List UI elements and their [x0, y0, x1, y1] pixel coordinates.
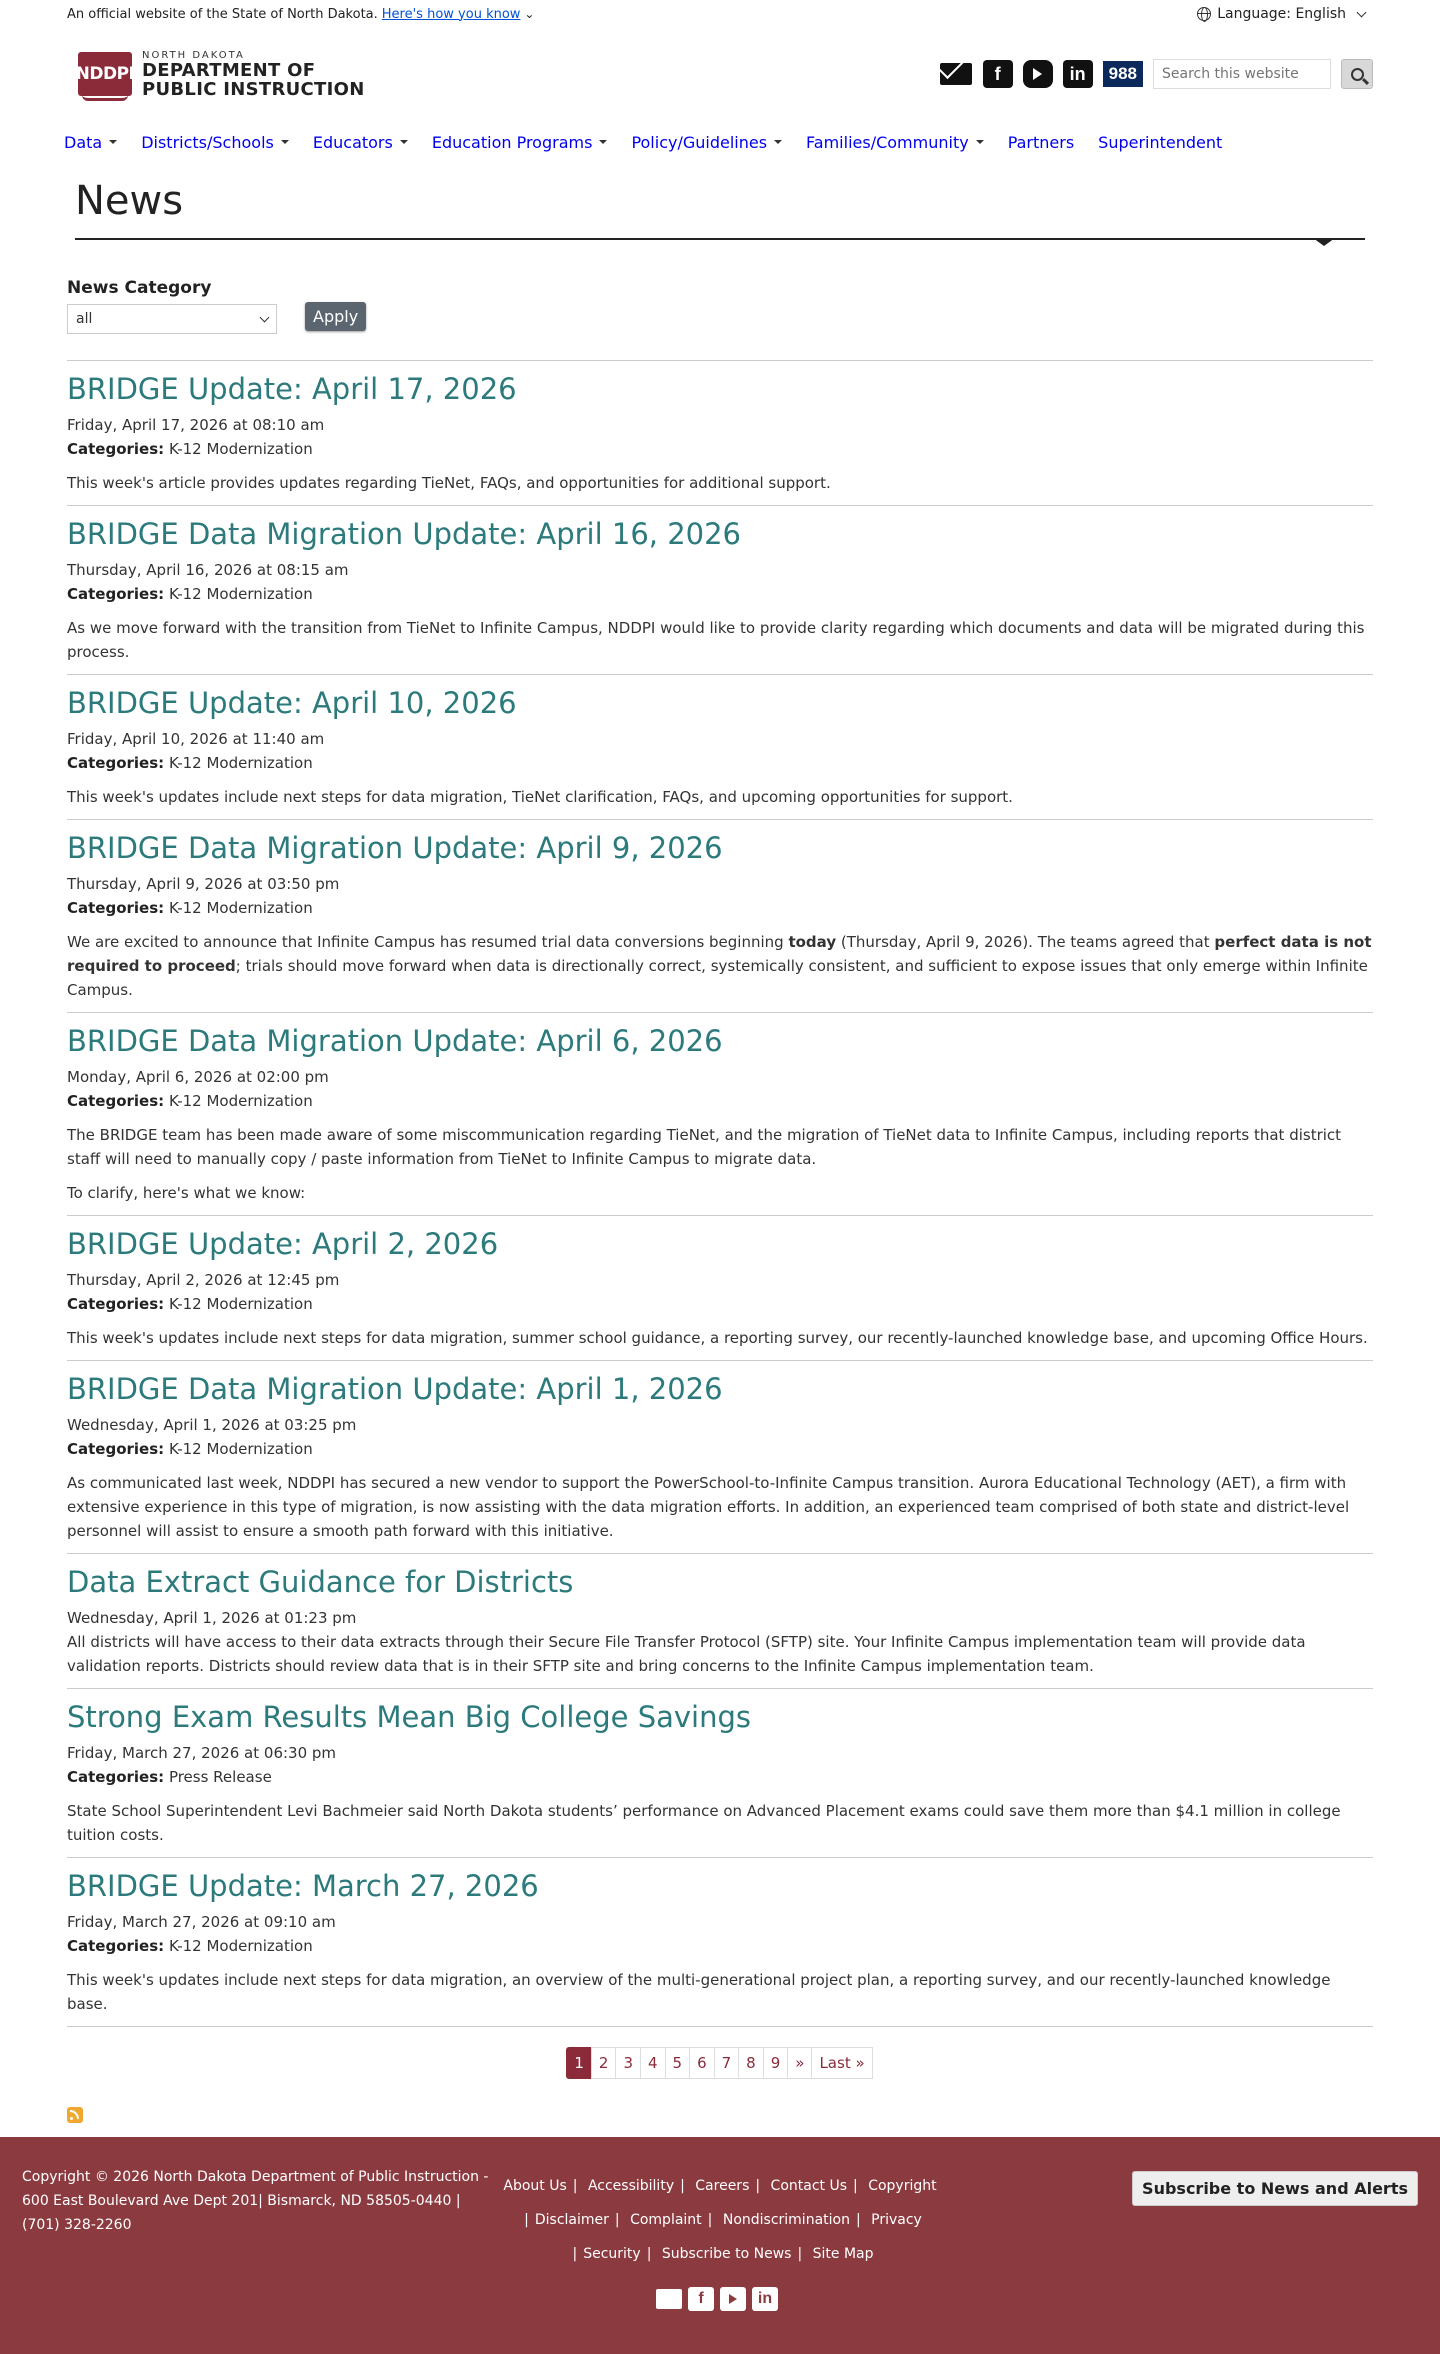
nav-item-data[interactable]	[64, 133, 117, 152]
news-title-link[interactable]: BRIDGE Data Migration Update: April 6, 2026	[67, 1024, 723, 1058]
site-footer	[0, 2137, 1440, 2354]
footer-link-contact[interactable]: Contact Us	[770, 2178, 848, 2194]
next-page-link[interactable]: »	[787, 2047, 812, 2079]
page-6-link[interactable]: 6	[689, 2047, 715, 2079]
nav-item-districts-schools[interactable]	[141, 133, 289, 152]
footer-links: About Us | Accessibility | Careers | Contact Us | Copyright | Disclaimer | Complaint | Nondiscrimination | Privacy | Security | Subscribe to News | Site Map	[503, 2178, 937, 2262]
nav-label: Partners	[1007, 132, 1075, 152]
nav-item-education-programs[interactable]	[432, 133, 608, 152]
linkedin-icon[interactable]: in	[1063, 60, 1093, 88]
news-category: K-12 Modernization	[168, 1092, 313, 1110]
header-utilities	[939, 59, 1373, 89]
news-date: Wednesday, April 1, 2026 at 03:25 pm	[67, 1416, 357, 1434]
categories-label: Categories:	[67, 1440, 165, 1458]
news-category-select[interactable]	[67, 304, 277, 334]
news-item	[67, 1858, 1373, 2027]
news-categories	[67, 1765, 1373, 1789]
selected-category: all	[76, 311, 93, 327]
logo-line2: PUBLIC INSTRUCTION	[142, 78, 365, 100]
news-summary: This week's article provides updates regarding TieNet, FAQs, and opportunities for additional support.	[67, 474, 831, 492]
news-summary: State School Superintendent Levi Bachmeier said North Dakota students’ performance on Advanced Placement exams could save them more than $4.1 million in college tuition costs.	[67, 1802, 1341, 1844]
news-date: Monday, April 6, 2026 at 02:00 pm	[67, 1068, 329, 1086]
official-banner	[0, 0, 1440, 28]
logo-line1: DEPARTMENT OF	[142, 59, 316, 81]
news-categories	[67, 896, 1373, 920]
caret-down-icon	[976, 140, 984, 144]
caret-down-icon	[400, 140, 408, 144]
categories-label: Categories:	[67, 585, 165, 603]
page-title-area	[0, 178, 1440, 240]
news-list	[67, 360, 1373, 2027]
news-title-link[interactable]: BRIDGE Update: April 17, 2026	[67, 372, 517, 406]
news-item	[67, 1013, 1373, 1216]
facebook-icon[interactable]: f	[983, 60, 1013, 88]
news-summary: This week's updates include next steps for data migration, summer school guidance, a reporting survey, our recently-launched knowledge base, and upcoming Office Hours.	[67, 1329, 1368, 1347]
chevron-down-icon[interactable]: ⌄	[524, 7, 535, 21]
nav-label: Education Programs	[431, 132, 593, 152]
news-summary-extra: To clarify, here's what we know:	[67, 1184, 306, 1202]
news-item	[67, 675, 1373, 820]
news-item	[67, 1216, 1373, 1361]
categories-label: Categories:	[67, 440, 165, 458]
news-title-link[interactable]: BRIDGE Update: April 2, 2026	[67, 1227, 499, 1261]
news-category: K-12 Modernization	[168, 440, 313, 458]
nav-label: Policy/Guidelines	[631, 132, 768, 152]
footer-link-copyright[interactable]: Copyright	[868, 2178, 937, 2194]
nav-item-policy-guidelines[interactable]	[631, 133, 782, 152]
logo-text	[142, 50, 365, 99]
news-date: Friday, March 27, 2026 at 06:30 pm	[67, 1744, 337, 1762]
news-item	[67, 820, 1373, 1013]
crisis-988-badge[interactable]: 988	[1103, 61, 1143, 87]
caret-down-icon	[599, 140, 607, 144]
nav-label: Families/Community	[806, 132, 969, 152]
caret-down-icon	[109, 140, 117, 144]
news-categories	[67, 1437, 1373, 1461]
logo-state: NORTH DAKOTA	[142, 49, 245, 61]
how-you-know-link[interactable]: Here's how you know	[381, 6, 521, 22]
news-category: K-12 Modernization	[168, 754, 313, 772]
footer-link-security[interactable]: Security	[583, 2246, 641, 2262]
title-divider	[75, 238, 1365, 240]
news-date: Thursday, April 16, 2026 at 08:15 am	[67, 561, 349, 579]
footer-link-complaint[interactable]: Complaint	[630, 2212, 702, 2228]
nav-label: Superintendent	[1098, 132, 1223, 152]
pagination	[0, 2047, 1440, 2079]
youtube-icon[interactable]	[1023, 60, 1053, 88]
news-categories	[67, 582, 1373, 606]
globe-icon	[1197, 7, 1211, 21]
news-summary: The BRIDGE team has been made aware of some miscommunication regarding TieNet, and the migration of TieNet data to Infinite Campus, including reports that district staff will need to manually copy / paste information from TieNet to Infinite Campus to migrate data.	[67, 1126, 1342, 1168]
nav-label: Educators	[312, 132, 393, 152]
news-filter	[0, 240, 1440, 334]
page-7-link[interactable]: 7	[714, 2047, 740, 2079]
official-text: An official website of the State of North Dakota.	[67, 6, 378, 22]
news-categories	[67, 751, 1373, 775]
footer-link-about[interactable]: About Us	[503, 2178, 567, 2194]
facebook-icon[interactable]: f	[688, 2287, 714, 2311]
footer-social	[656, 2287, 778, 2311]
site-header	[0, 28, 1440, 120]
page-5-link[interactable]: 5	[665, 2047, 691, 2079]
email-icon[interactable]	[656, 2287, 682, 2311]
news-title-link[interactable]: Data Extract Guidance for Districts	[67, 1565, 574, 1599]
news-title-link[interactable]: BRIDGE Data Migration Update: April 1, 2026	[67, 1372, 723, 1406]
linkedin-icon[interactable]: in	[752, 2287, 778, 2311]
news-date: Friday, April 17, 2026 at 08:10 am	[67, 416, 325, 434]
news-category: K-12 Modernization	[168, 1440, 313, 1458]
news-date: Thursday, April 9, 2026 at 03:50 pm	[67, 875, 340, 893]
news-title-link[interactable]: BRIDGE Data Migration Update: April 9, 2026	[67, 831, 723, 865]
caret-down-icon	[281, 140, 289, 144]
nav-label: Districts/Schools	[141, 132, 274, 152]
news-item	[67, 1689, 1373, 1858]
news-item	[67, 506, 1373, 675]
language-label: Language: English	[1217, 6, 1346, 22]
news-title-link[interactable]: BRIDGE Data Migration Update: April 16, 2026	[67, 517, 742, 551]
nav-label: Data	[64, 132, 103, 152]
footer-link-nondiscrimination[interactable]: Nondiscrimination	[722, 2212, 850, 2228]
nav-item-families-community[interactable]	[806, 133, 984, 152]
rss-icon[interactable]	[67, 2107, 83, 2123]
news-title-link[interactable]: BRIDGE Update: April 10, 2026	[67, 686, 517, 720]
news-date: Friday, April 10, 2026 at 11:40 am	[67, 730, 325, 748]
subscribe-button[interactable]: Subscribe to News and Alerts	[1132, 2171, 1418, 2206]
categories-label: Categories:	[67, 754, 165, 772]
last-page-link[interactable]: Last »	[811, 2047, 872, 2079]
youtube-icon[interactable]	[720, 2287, 746, 2311]
categories-label: Categories:	[67, 1092, 165, 1110]
nav-item-partners[interactable]	[1008, 133, 1074, 152]
search-button[interactable]	[1341, 59, 1373, 89]
news-date: Friday, March 27, 2026 at 09:10 am	[67, 1913, 336, 1931]
page-4-link[interactable]: 4	[640, 2047, 666, 2079]
news-title-link[interactable]: BRIDGE Update: March 27, 2026	[67, 1869, 539, 1903]
news-categories	[67, 1292, 1373, 1316]
chevron-down-icon	[1357, 7, 1367, 17]
news-categories	[67, 1089, 1373, 1113]
categories-label: Categories:	[67, 1768, 165, 1786]
news-summary: This week's updates include next steps for data migration, an overview of the multi-generational project plan, a reporting survey, and our recently-launched knowledge base.	[67, 1971, 1331, 2013]
page-8-link[interactable]: 8	[738, 2047, 764, 2079]
footer-link-sitemap[interactable]: Site Map	[812, 2246, 874, 2262]
news-item	[67, 1554, 1373, 1689]
news-categories	[67, 437, 1373, 461]
email-icon[interactable]	[939, 60, 973, 88]
nav-item-educators[interactable]	[313, 133, 408, 152]
news-summary: This week's updates include next steps for data migration, TieNet clarification, FAQs, and upcoming opportunities for support.	[67, 788, 1013, 806]
news-category: K-12 Modernization	[168, 585, 313, 603]
categories-label: Categories:	[67, 1295, 165, 1313]
news-summary: As communicated last week, NDDPI has secured a new vendor to support the PowerSchool-to-Infinite Campus transition. Aurora Educational Technology (AET), a firm with extensive experience in this type of migration, is now assisting with the data migration efforts. In addition, an experienced team comprised of both state and district-level personnel will assist to ensure a smooth path forward with this initiative.	[67, 1474, 1350, 1540]
footer-link-careers[interactable]: Careers	[695, 2178, 750, 2194]
footer-link-accessibility[interactable]: Accessibility	[587, 2178, 675, 2194]
search-icon	[1351, 68, 1364, 81]
main-nav	[0, 120, 1440, 164]
chevron-down-icon	[260, 312, 270, 322]
categories-label: Categories:	[67, 1937, 165, 1955]
news-summary: We are excited to announce that Infinite Campus has resumed trial data conversions beginning today (Thursday, April 9, 2026). The teams agreed that perfect data is not required to proceed; trials should move forward when data is directionally correct, systemically consistent, and sufficient to expose issues that only emerge within Infinite Campus.	[67, 933, 1372, 999]
apply-button[interactable]: Apply	[305, 302, 366, 331]
page-title: News	[75, 178, 184, 224]
footer-link-privacy[interactable]: Privacy	[871, 2212, 922, 2228]
news-item	[67, 361, 1373, 506]
logo-mark: NDDPI	[78, 52, 132, 96]
news-date: Thursday, April 2, 2026 at 12:45 pm	[67, 1271, 340, 1289]
news-category-label: News Category	[67, 278, 212, 298]
footer-copyright: Copyright © 2026 North Dakota Department of Public Instruction - 600 East Boulevard Ave Dept 201| Bismarck, ND 58505-0440 | (701) 328-2260	[22, 2169, 489, 2233]
page-9-link[interactable]: 9	[763, 2047, 789, 2079]
categories-label: Categories:	[67, 899, 165, 917]
page-3-link[interactable]: 3	[615, 2047, 641, 2079]
nav-item-superintendent[interactable]	[1098, 133, 1222, 152]
page-1-current[interactable]: 1	[566, 2047, 592, 2079]
news-category: K-12 Modernization	[168, 1295, 313, 1313]
caret-down-icon	[774, 140, 782, 144]
site-logo[interactable]	[75, 49, 365, 100]
page-2-link[interactable]: 2	[591, 2047, 617, 2079]
news-summary: As we move forward with the transition from TieNet to Infinite Campus, NDDPI would like to provide clarity regarding which documents and data will be migrated during this process.	[67, 619, 1365, 661]
news-summary: All districts will have access to their data extracts through their Secure File Transfer Protocol (SFTP) site. Your Infinite Campus implementation team will provide data validation reports. Districts should review data that is in their SFTP site and bring concerns to the Infinite Campus implementation team.	[67, 1633, 1306, 1675]
search-input[interactable]	[1153, 59, 1331, 89]
news-category: K-12 Modernization	[168, 899, 313, 917]
language-selector[interactable]	[1197, 6, 1373, 22]
footer-link-disclaimer[interactable]: Disclaimer	[534, 2212, 609, 2228]
footer-link-subscribe-news[interactable]: Subscribe to News	[661, 2246, 792, 2262]
news-category: Press Release	[168, 1768, 272, 1786]
news-category: K-12 Modernization	[168, 1937, 313, 1955]
news-categories	[67, 1934, 1373, 1958]
news-date: Wednesday, April 1, 2026 at 01:23 pm	[67, 1609, 357, 1627]
news-title-link[interactable]: Strong Exam Results Mean Big College Savings	[67, 1700, 751, 1734]
news-item	[67, 1361, 1373, 1554]
